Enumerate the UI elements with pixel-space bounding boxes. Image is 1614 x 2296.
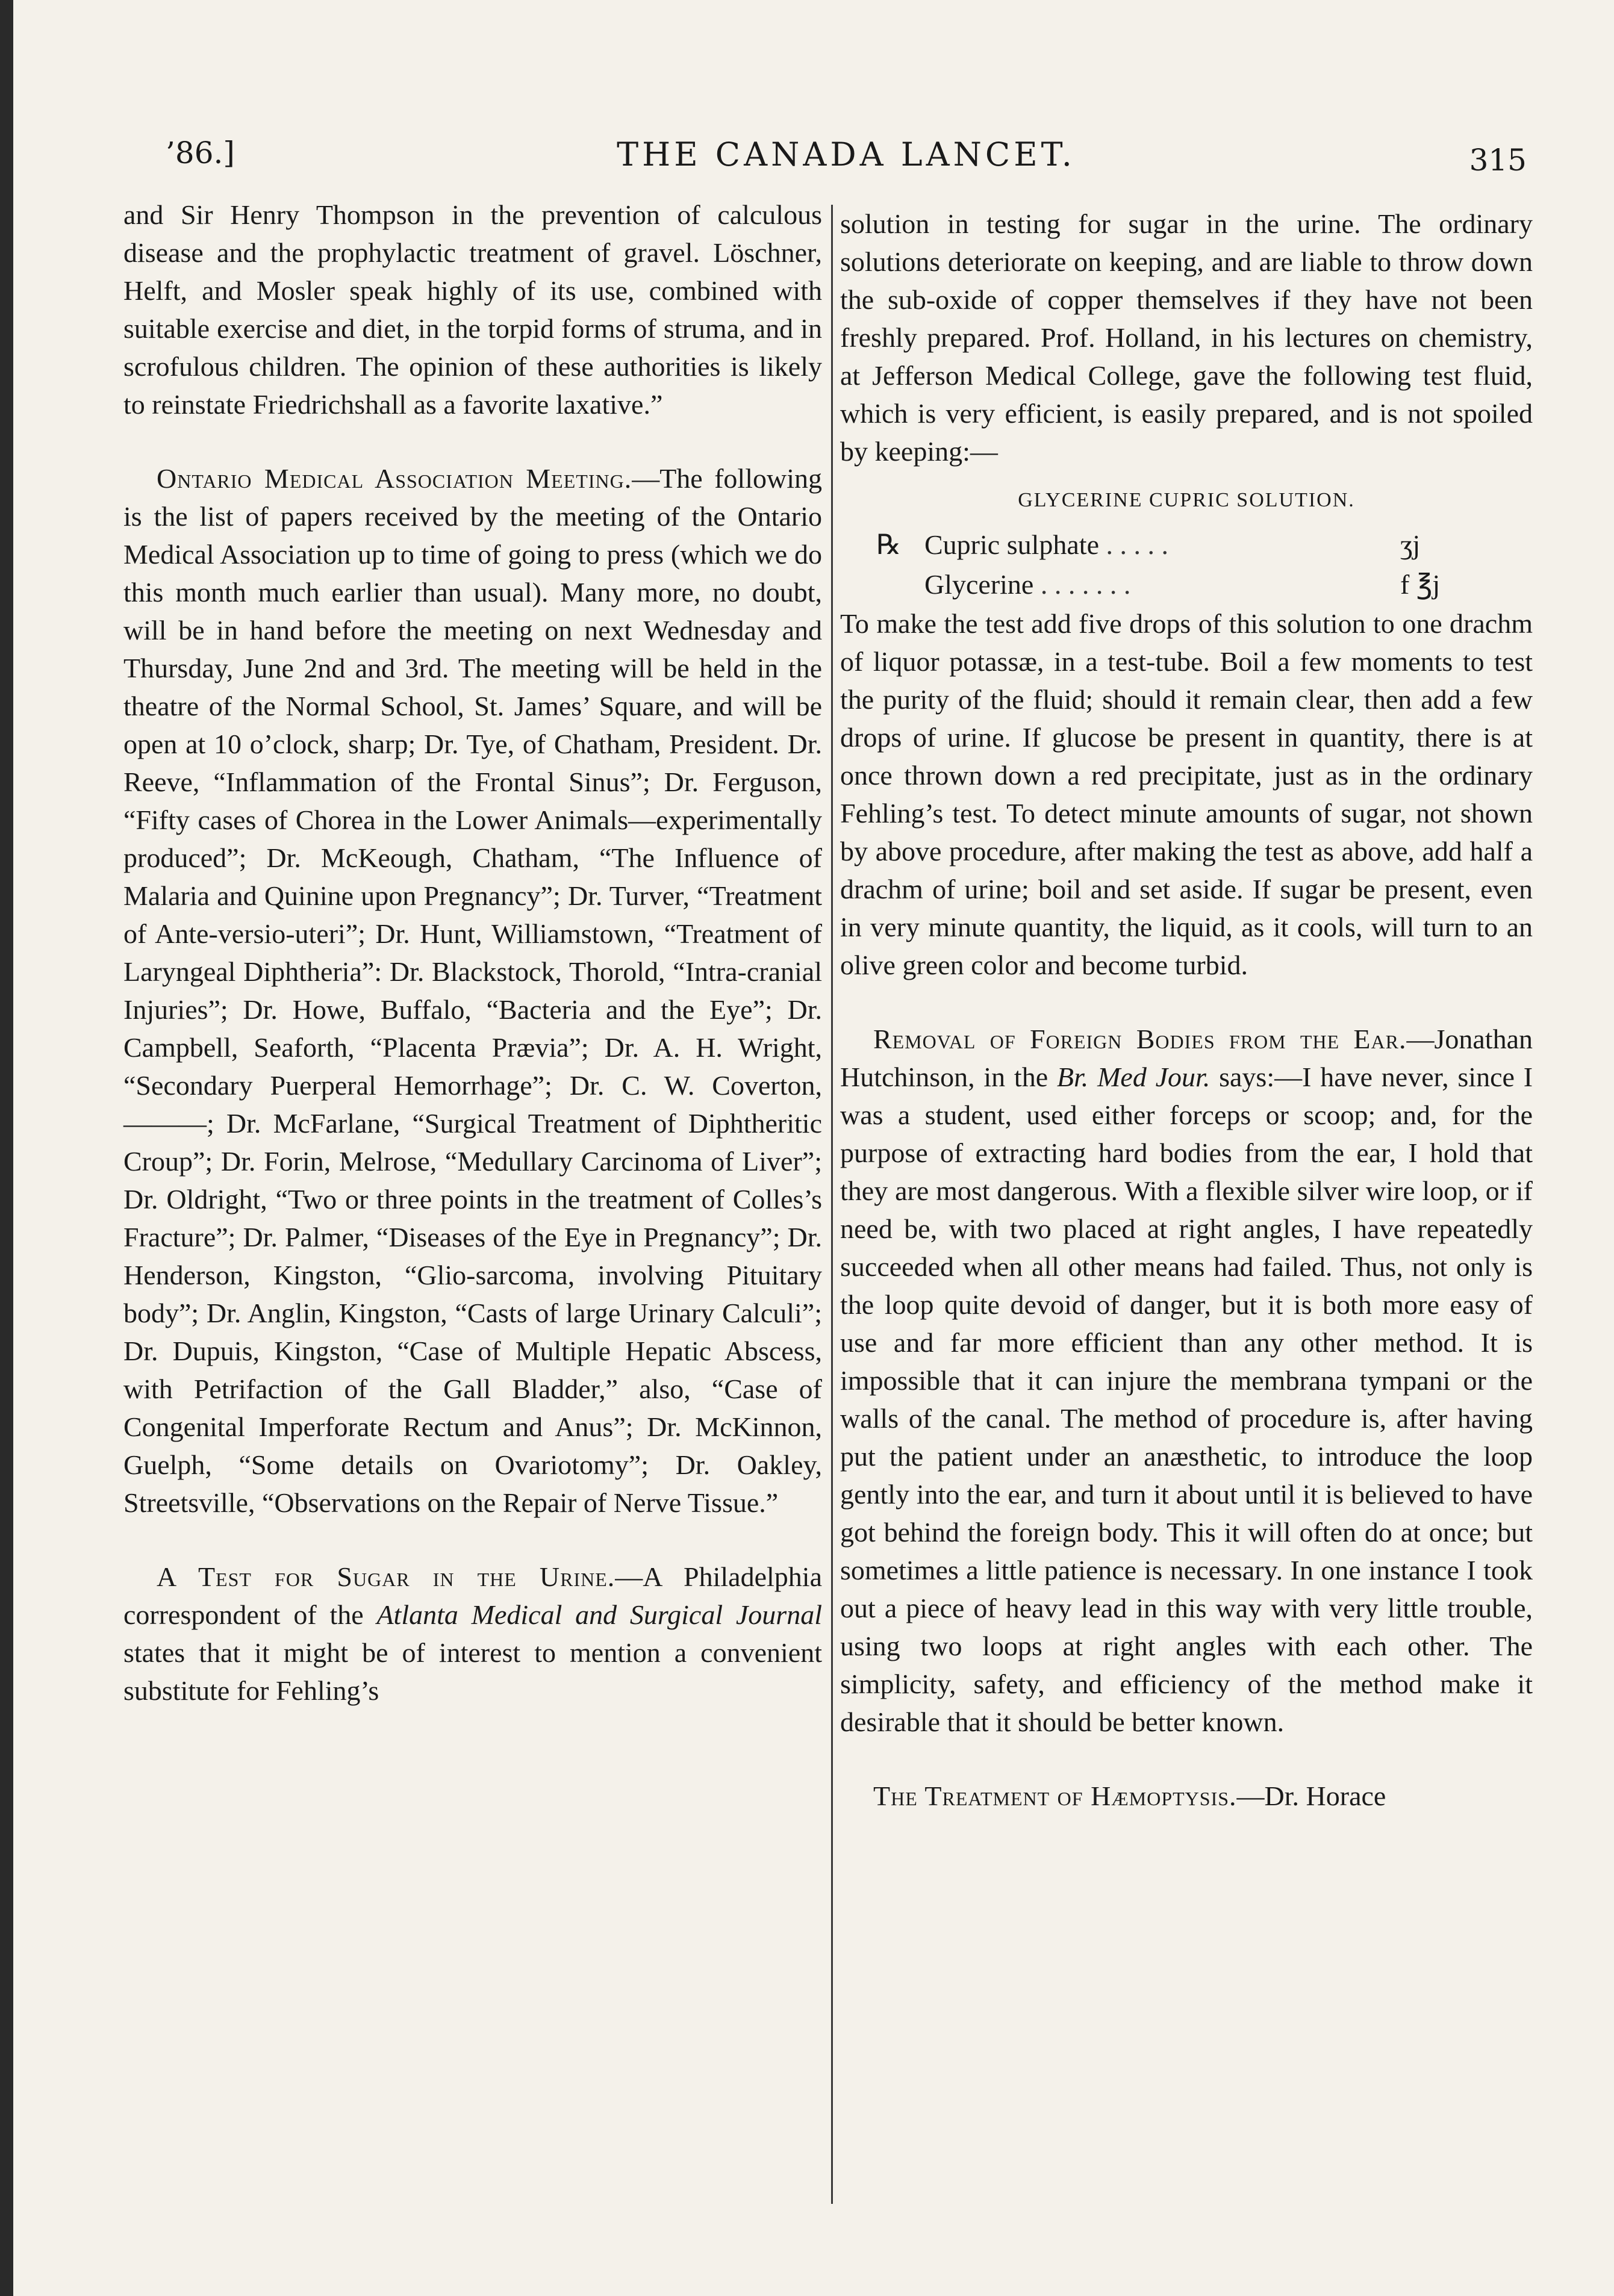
test-instructions: To make the test add five drops of this solution to one drachm of liquor potassæ, in a test-tube. Boil a few moments to test the purity of the fluid; should it remain clear, then add a few drops of urine. If glucose be present in quantity, there is at once thrown down a red precipitate, just as in the ordinary Fehling’s test. To detect minute amounts of sugar, not shown by above procedure, after making the test as above, add half a drachm of urine; boil and set aside. If sugar be present, even in very minute quantity, the liquid, as it cools, will turn to an olive green color and become turbid.: [840, 608, 1533, 980]
sugar-text-1: —A Philadelphia correspondent of the: [123, 1561, 822, 1630]
header-date: ’86.]: [166, 135, 235, 170]
rx-symbol: ℞: [876, 529, 902, 560]
oma-text: —The following is the list of papers received by the meeting of the Ontario Medical Association up to time of going to press (which we do this month much earlier than usual). Many more, no doubt, will be in hand before the meeting on next Wednesday and Thursday, June 2nd and 3rd. The meeting will be held in the theatre of the Normal School, St. James’ Square, and will be open at 10 o’clock, sharp; Dr. Tye, of Chatham, President. Dr. Reeve, “Inflammation of the Frontal Sinus”; Dr. Ferguson, “Fifty cases of Chorea in the Lower Animals—experimentally produced”; Dr. McKeough, Chatham, “The Influence of Malaria and Quinine upon Pregnancy”; Dr. Turver, “Treatment of Ante-versio-uteri”; Dr. Hunt, Williamstown, “Treatment of Laryngeal Diphtheria”: Dr. Blackstock, Thorold, “Intra-cranial Injuries”; Dr. Howe, Buffalo, “Bacteria and the Eye”; Dr. Campbell, Seaforth, “Placenta Prævia”; Dr. A. H. Wright, “Secondary Puerperal Hemorrhage”; Dr. C. W. Coverton, ———; Dr. McFarlane, “Surgical Treatment of Diphtheritic Croup”; Dr. Forin, Melrose, “Medullary Carcinoma of Liver”; Dr. Oldright, “Two or three points in the treatment of Colles’s Fracture”; Dr. Palmer, “Diseases of the Eye in Pregnancy”; Dr. Henderson, Kingston, “Glio-sarcoma, involving Pituitary body”; Dr. Anglin, Kingston, “Casts of large Urinary Calculi”; Dr. Dupuis, Kingston, “Case of Multiple Hepatic Abscess, with Petrifaction of the Gall Bladder,” also, “Case of Congenital Imperforate Rectum and Anus”; Dr. McKinnon, Guelph, “Some details on Ovariotomy”; Dr. Oakley, Streetsville, “Observations on the Repair of Nerve Tissue.”: [123, 463, 822, 1518]
continued-paragraph: and Sir Henry Thompson in the prevention of calculous disease and the prophylactic treatment of gravel. Löschner, Helft, and Mosler speak highly of its use, combined with suitable exercise and diet, in the torpid forms of struma, and in scrofulous children. The opinion of these authorities is likely to reinstate Friedrichshall as a favorite laxative.”: [123, 199, 822, 420]
oma-article: [123, 459, 822, 1522]
ear-journal: Br. Med Jour.: [1056, 1062, 1210, 1092]
left-column: [123, 196, 822, 1710]
column-divider: [831, 205, 833, 2204]
haem-text: —Dr. Horace: [1236, 1781, 1386, 1811]
page-binding-edge: [0, 0, 13, 2296]
sugar-article: [123, 1558, 822, 1710]
ear-heading: Removal of Foreign Bodies from the Ear.: [873, 1024, 1407, 1054]
rx-item-name: Cupric sulphate . . . . .: [924, 529, 1168, 560]
journal-title: THE CANADA LANCET.: [617, 135, 1076, 173]
right-column: [840, 205, 1533, 1815]
ear-article: [840, 1020, 1533, 1741]
ear-text-1: —Jonathan Hutchinson, in the: [840, 1024, 1533, 1092]
sugar-continued: solution in testing for sugar in the urine. The ordinary solutions deteriorate on keeping, and are liable to throw down the sub-oxide of copper themselves if they have not been freshly prepared. Prof. Holland, in his lectures on chemistry, at Jefferson Medical College, gave the following test fluid, which is very efficient, is easily prepared, and is not spoiled by keeping:—: [840, 208, 1533, 467]
rx-item-amount: ʒj: [1400, 529, 1421, 560]
sugar-journal: Atlanta Medical and Surgical Journal: [376, 1599, 822, 1630]
haemoptysis-article: [840, 1777, 1533, 1815]
haem-heading: The Treatment of Hæmoptysis.: [873, 1781, 1237, 1811]
rx-item-name: Glycerine . . . . . . .: [924, 569, 1131, 600]
sugar-heading: A Test for Sugar in the Urine.: [157, 1561, 615, 1592]
sugar-text-2: states that it might be of interest to mention a convenient substitute for Fehling’s: [123, 1637, 822, 1706]
rx-item-amount: f ℥j: [1400, 569, 1441, 600]
ear-text-2: says:—I have never, since I was a student, used either forceps or scoop; and, for the purpose of extracting hard bodies from the ear, I hold that they are most dangerous. With a flexible silver wire loop, or if need be, with two placed at right angles, I have repeatedly succeeded when all other means had failed. Thus, not only is the loop quite devoid of danger, but it is both more easy of use and far more efficient than any other method. It is impossible that it can injure the membrana tympani or the walls of the canal. The method of procedure is, after having put the patient under an anæsthetic, to introduce the loop gently into the ear, and turn it about until it is believed to have got behind the foreign body. This it will often do at once; but sometimes a little patience is necessary. In one instance I took out a piece of heavy lead in this way with very little trouble, using two loops at right angles with each other. The simplicity, safety, and efficiency of the method make it desirable that it should be better known.: [840, 1062, 1533, 1737]
oma-heading: Ontario Medical Association Meeting.: [157, 463, 632, 494]
solution-title: GLYCERINE CUPRIC SOLUTION.: [1018, 489, 1355, 511]
page-number: 315: [1469, 143, 1527, 178]
prescription: [876, 525, 1454, 605]
page-header: [166, 135, 1527, 190]
